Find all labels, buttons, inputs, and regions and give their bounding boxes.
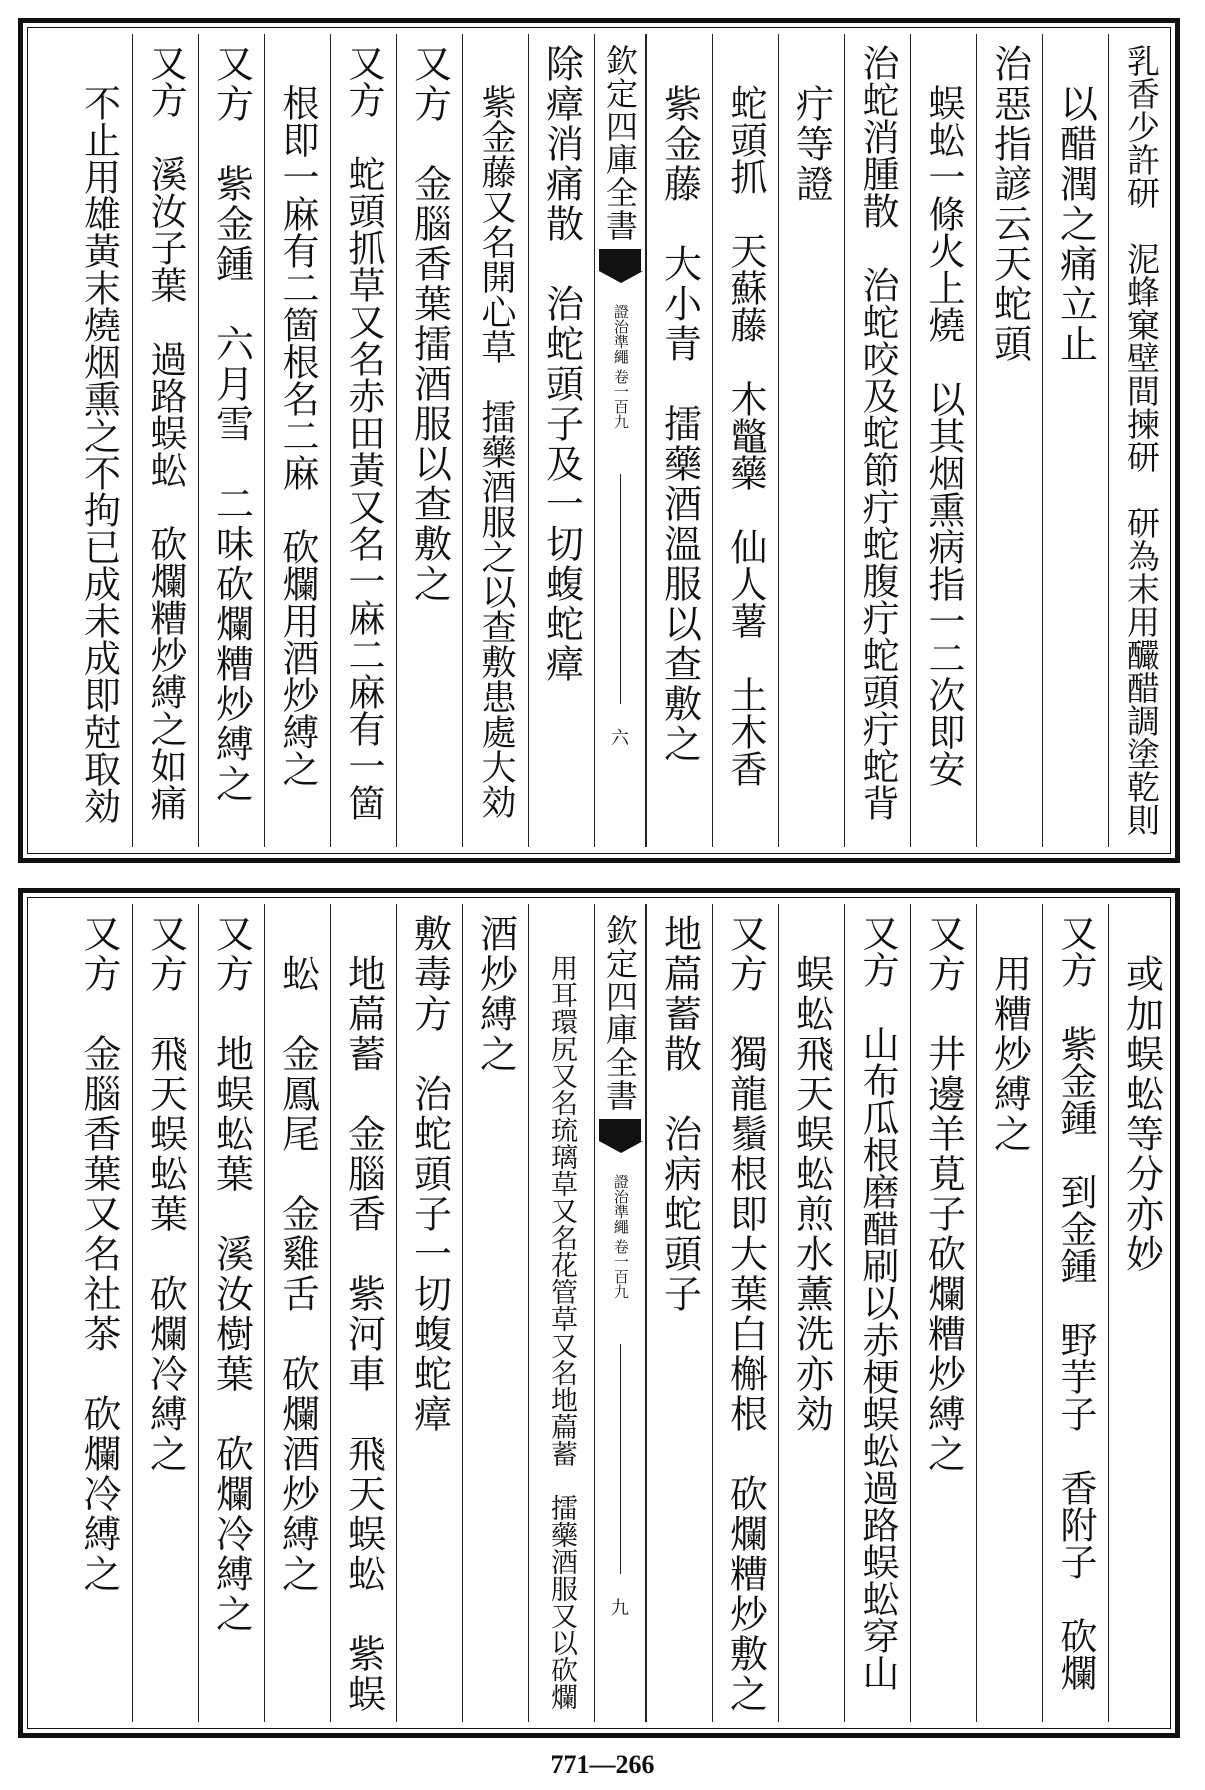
text-column xyxy=(976,34,1042,847)
text-column xyxy=(528,34,594,847)
text-column xyxy=(1108,34,1174,847)
text-column xyxy=(712,34,778,847)
column-text: 治惡指諺云天蛇頭 xyxy=(987,44,1032,364)
column-text: 紫金藤 大小青 擂藥酒溫服以查敷之 xyxy=(657,84,702,764)
text-column xyxy=(976,904,1042,1722)
spine-meta: 證治準繩 卷一百九 xyxy=(611,304,630,429)
column-text: 地萹蓄 金腦香 紫河車 飛天蜈蚣 紫蜈 xyxy=(341,954,386,1714)
text-column xyxy=(132,34,198,847)
text-column xyxy=(396,904,462,1722)
text-column xyxy=(330,904,396,1722)
column-text: 又方 井邊羊莧子砍爛糟炒縛之 xyxy=(921,914,966,1474)
bottom-page xyxy=(18,888,1180,1738)
text-column xyxy=(910,904,976,1722)
spine-title: 欽定四庫全書 xyxy=(601,44,639,242)
text-column xyxy=(264,34,330,847)
text-column xyxy=(844,34,910,847)
column-text: 乳香少許研 泥蜂窠壁間揀研 研為末用釅醋調塗乾則 xyxy=(1122,44,1161,836)
text-column xyxy=(712,904,778,1722)
column-text: 蜈蚣一條火上燒 以其烟熏病指一二次即安 xyxy=(922,84,965,787)
text-column xyxy=(778,34,844,847)
text-column xyxy=(330,34,396,847)
spine-page-number: 六 xyxy=(611,728,629,749)
column-text: 又方 金腦香葉又名社茶 砍爛冷縛之 xyxy=(77,914,121,1594)
column-text: 地萹蓄散 治病蛇頭子 xyxy=(657,914,702,1314)
text-column xyxy=(1042,904,1108,1722)
top-page xyxy=(18,18,1180,863)
column-text: 蜈蚣飛天蜈蚣煎水薰洗亦効 xyxy=(789,954,834,1434)
text-column xyxy=(462,34,528,847)
column-text: 用耳環尻又名琉璃草又名花管草又名地萹蓄 擂藥酒服又以砍爛 xyxy=(546,954,577,1710)
column-text: 又方 飛天蜈蚣葉 砍爛冷縛之 xyxy=(143,914,188,1474)
column-text: 又方 溪汝子葉 過路蜈蚣 砍爛糟炒縛之如痛 xyxy=(144,44,187,821)
spine-rule xyxy=(620,474,621,704)
column-text: 除瘴消痛散 治蛇頭子及一切蝮蛇瘴 xyxy=(539,44,584,684)
column-text: 用糟炒縛之 xyxy=(987,954,1032,1154)
text-column xyxy=(778,904,844,1722)
text-column xyxy=(528,904,594,1722)
spine-title: 欽定四庫全書 xyxy=(601,914,639,1112)
text-column xyxy=(66,34,132,847)
text-column xyxy=(646,904,712,1722)
column-text: 又方 紫金鍾 到金鍾 野芋子 香附子 砍爛 xyxy=(1054,914,1097,1691)
text-column xyxy=(198,904,264,1722)
column-text: 根即一麻有二箇根名二麻 砍爛用酒炒縛之 xyxy=(276,84,319,787)
column-text: 紫金藤又名開心草 擂藥酒服之以查敷患處大効 xyxy=(476,84,516,819)
column-text: 又方 紫金鍾 六月雪 二味砍爛糟炒縛之 xyxy=(209,44,254,804)
column-text: 敷毒方 治蛇頭子一切蝮蛇瘴 xyxy=(407,914,452,1434)
text-column xyxy=(844,904,910,1722)
text-column xyxy=(1108,904,1174,1722)
column-text: 又方 蛇頭抓草又名赤田黃又名一麻二麻有一箇 xyxy=(342,44,385,821)
column-text: 不止用雄黃末燒烟熏之不拘已成未成即尅取効 xyxy=(77,84,121,824)
spine-page-number: 九 xyxy=(611,1598,629,1619)
column-text: 以醋潤之痛立止 xyxy=(1053,84,1098,364)
column-text: 又方 山布瓜根磨醋刷以赤梗蜈蚣過路蜈蚣穿山 xyxy=(856,914,899,1691)
page-spine xyxy=(594,34,646,847)
fish-tail-ornament xyxy=(599,1119,641,1141)
page-footer-number: 771—266 xyxy=(550,1750,655,1779)
column-text: 又方 金腦香葉擂酒服以查敷之 xyxy=(407,44,452,604)
text-column xyxy=(66,904,132,1722)
column-text: 蛇頭抓 天蘇藤 木鼈藥 仙人薯 土木香 xyxy=(724,84,767,787)
top-page-frame xyxy=(27,27,1171,854)
text-column xyxy=(132,904,198,1722)
column-text: 或加蜈蚣等分亦妙 xyxy=(1119,954,1164,1274)
spine-rule xyxy=(620,1344,621,1574)
text-column xyxy=(264,904,330,1722)
text-column xyxy=(396,34,462,847)
column-text: 又方 地蜈蚣葉 溪汝樹葉 砍爛冷縛之 xyxy=(209,914,254,1634)
text-column xyxy=(910,34,976,847)
spine-meta: 證治準繩 卷一百九 xyxy=(611,1174,630,1299)
column-text: 治蛇消腫散 治蛇咬及蛇節疔蛇腹疔蛇頭疔蛇背 xyxy=(856,44,899,821)
column-text: 疔等證 xyxy=(789,84,834,204)
text-column xyxy=(1042,34,1108,847)
column-text: 又方 獨龍鬚根即大葉白槲根 砍爛糟炒敷之 xyxy=(723,914,768,1714)
page-spine xyxy=(594,904,646,1722)
fish-tail-ornament xyxy=(599,249,641,271)
text-column xyxy=(198,34,264,847)
bottom-page-frame xyxy=(27,897,1171,1729)
text-column xyxy=(462,904,528,1722)
column-text: 蚣 金鳳尾 金雞舌 砍爛酒炒縛之 xyxy=(275,954,320,1594)
text-column xyxy=(646,34,712,847)
column-text: 酒炒縛之 xyxy=(473,914,518,1074)
